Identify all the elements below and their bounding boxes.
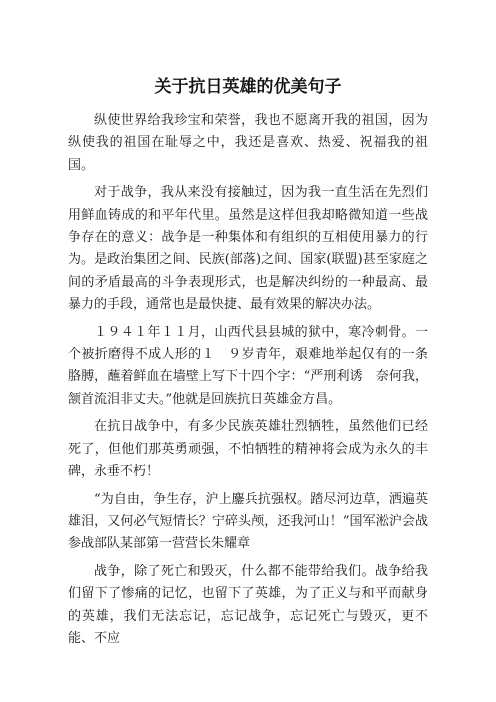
document-title: 关于抗日英雄的优美句子 [154,77,342,97]
paragraph-4: 在抗日战争中，有多少民族英雄壮烈牺牲，虽然他们已经死了，但他们那英勇顽强，不怕牺牲的精神将会成为永久的丰碑，永垂不朽！ [68,419,428,480]
paragraph-2: 对于战争，我从来没有接触过，因为我一直生活在先烈们用鲜血铸成的和平年代里。虽然是这样但我却略微知道一些战争存在的意义：战争是一种集体和有组织的互相使用暴力的行为。是政治集团之间、民族(部落)之间、国家(联盟)甚至家庭之间的矛盾最高的斗争表现形式，也是解决纠纷的一种最高、最暴力的手段，通常也是最快捷、最有效果的解决办法。 [68,185,428,313]
paragraph-3: １９４１年１１月，山西代县县城的狱中，寒冷刺骨。一个被折磨得不成人形的１ ９岁青年，艰难地举起仅有的一条胳膊，蘸着鲜血在墙壁上写下十四个字：“严刑利诱 奈何我，颔首流泪非丈夫。”他就是回族抗日英雄金方昌。 [68,324,428,407]
paragraph-5: “为自由，争生存，沪上鏖兵抗强权。踏尽河边草，洒遍英雄泪，又何必气短情长？宁碎头颅，还我河山！”国军淞沪会战参战部队某部第一营营长朱耀章 [68,491,428,552]
paragraph-1: 纵使世界给我珍宝和荣誉，我也不愿离开我的祖国，因为纵使我的祖国在耻辱之中，我还是喜欢、热爱、祝福我的祖国。 [68,113,428,173]
paragraph-6: 战争，除了死亡和毁灭，什么都不能带给我们。战争给我们留下了惨痛的记忆，也留下了英雄，为了正义与和平而献身的英雄，我们无法忘记，忘记战争，忘记死亡与毁灭，更不能、不应 [68,563,428,646]
